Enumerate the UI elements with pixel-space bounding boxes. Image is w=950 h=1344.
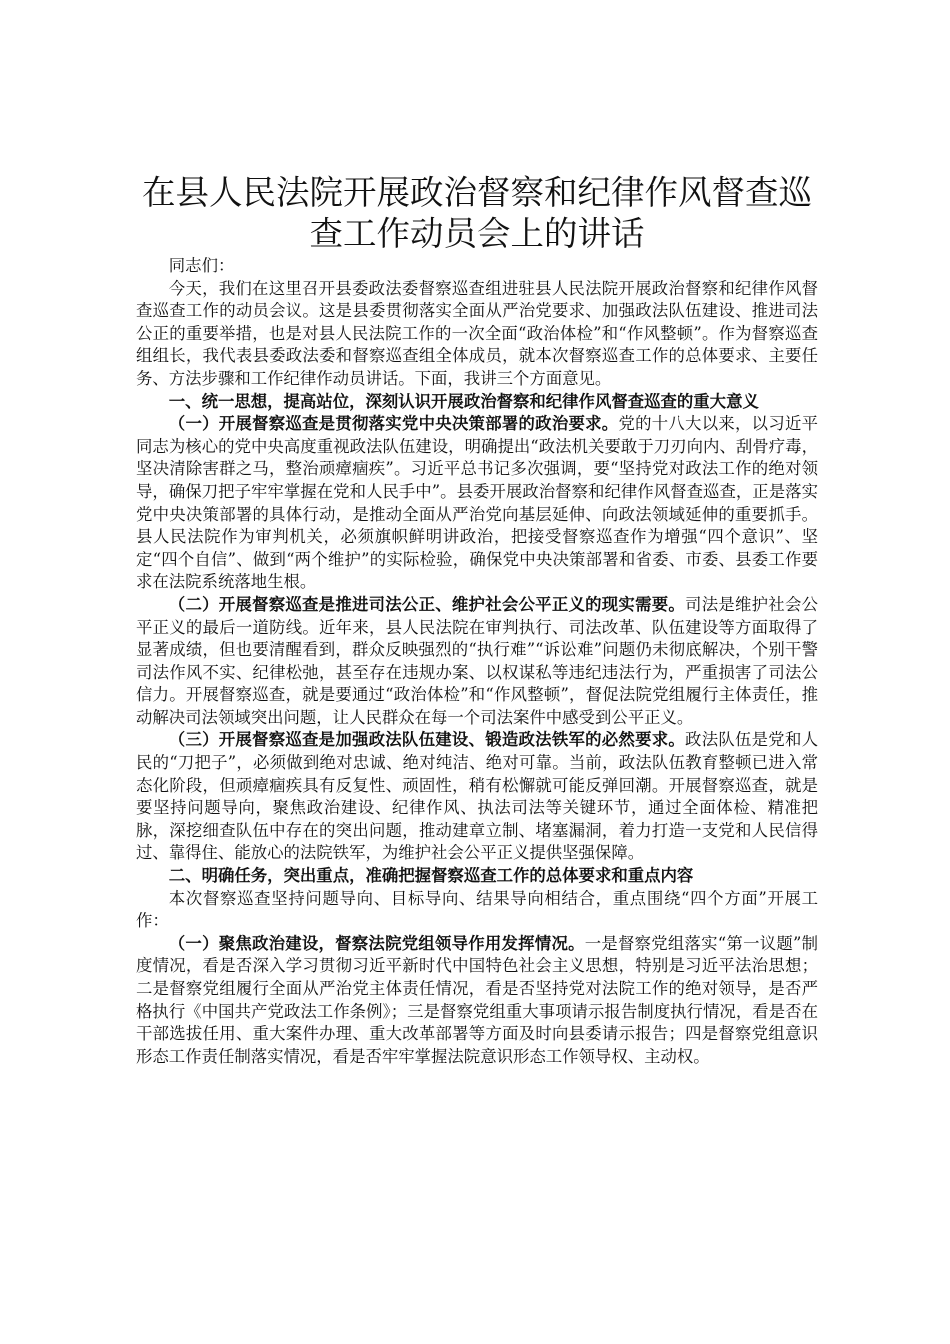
section-2-point-1 [136,933,818,1069]
section-1-point-1-text: 党的十八大以来，以习近平同志为核心的党中央高度重视政法队伍建设，明确提出“政法机关要敢于刀刃向内、刮骨疗毒，坚决清除害群之马，整治顽瘴痼疾”。习近平总书记多次强调，要“坚持党对政法工作的绝对领导，确保刀把子牢牢掌握在党和人民手中”。县委开展政治督察和纪律作风督查巡查，正是落实党中央决策部署的具体行动，是推动全面从严治党向基层延伸、向政法领域延伸的重要抓手。县人民法院作为审判机关，必须旗帜鲜明讲政治，把接受督察巡查作为增强“四个意识”、坚定“四个自信”、做到“两个维护”的实际检验，确保党中央决策部署和省委、市委、县委工作要求在法院系统落地生根。 [136,414,819,592]
section-1-point-2 [136,594,818,730]
section-1-point-3-text: 政法队伍是党和人民的“刀把子”，必须做到绝对忠诚、绝对纯洁、绝对可靠。当前，政法队伍教育整顿已进入常态化阶段，但顽瘴痼疾具有反复性、顽固性，稍有松懈就可能反弹回潮。开展督察巡查，就是要坚持问题导向，聚焦政治建设、纪律作风、执法司法等关键环节，通过全面体检、精准把脉，深挖细查队伍中存在的突出问题，推动建章立制、堵塞漏洞，着力打造一支党和人民信得过、靠得住、能放心的法院铁军，为维护社会公平正义提供坚强保障。 [136,730,819,863]
section-1-point-2-lead: （二）开展督察巡查是推进司法公正、维护社会公平正义的现实需要。 [168,594,686,614]
section-2-point-1-text: 一是督察党组落实“第一议题”制度情况，看是否深入学习贯彻习近平新时代中国特色社会主义思想，特别是习近平法治思想；二是督察党组履行全面从严治党主体责任情况，看是否坚持党对法院工作的绝对领导，是否严格执行《中国共产党政法工作条例》；三是督察党组重大事项请示报告制度执行情况，看是否在干部选拔任用、重大案件办理、重大改革部署等方面及时向县委请示报告；四是督察党组意识形态工作责任制落实情况，看是否牢牢掌握法院意识形态工作领导权、主动权。 [136,933,818,1066]
document-page [136,172,818,1068]
section-1-point-3 [136,729,818,865]
document-body [136,255,818,1068]
section-2-heading: 二、明确任务，突出重点，准确把握督察巡查工作的总体要求和重点内容 [168,866,694,886]
section-1-point-2-text: 司法是维护社会公平正义的最后一道防线。近年来，县人民法院在审判执行、司法改革、队伍建设等方面取得了显著成绩，但也要清醒看到，群众反映强烈的“执行难”“诉讼难”问题仍未彻底解决，个别干警司法作风不实、纪律松弛，甚至存在违规办案、以权谋私等违纪违法行为，严重损害了司法公信力。开展督察巡查，就是要通过“政治体检”和“作风整顿”，督促法院党组履行主体责任，推动解决司法领域突出问题，让人民群众在每一个司法案件中感受到公平正义。 [136,594,819,727]
salutation: 同志们： [168,256,235,275]
section-1-point-1-lead: （一）开展督察巡查是贯彻落实党中央决策部署的政治要求。 [168,414,619,434]
section-2-intro: 本次督察巡查坚持问题导向、目标导向、结果导向相结合，重点围绕“四个方面”开展工作： [136,888,818,931]
section-1-point-3-lead: （三）开展督察巡查是加强政法队伍建设、锻造政法铁军的必然要求。 [168,730,686,750]
section-1-point-1 [136,413,818,594]
section-2-point-1-lead: （一）聚焦政治建设，督察法院党组领导作用发挥情况。 [168,933,585,953]
section-1-heading: 一、统一思想，提高站位，深刻认识开展政治督察和纪律作风督查巡查的重大意义 [168,391,759,411]
intro-paragraph: 今天，我们在这里召开县委政法委督察巡查组进驻县人民法院开展政治督察和纪律作风督查巡查工作的动员会议。这是县委贯彻落实全面从严治党要求、加强政法队伍建设、推进司法公正的重要举措，也是对县人民法院工作的一次全面“政治体检”和“作风整顿”。作为督察巡查组组长，我代表县委政法委和督察巡查组全体成员，就本次督察巡查工作的总体要求、主要任务、方法步骤和工作纪律作动员讲话。下面，我讲三个方面意见。 [136,278,818,388]
document-title: 在县人民法院开展政治督察和纪律作风督查巡查工作动员会上的讲话 [142,173,812,253]
